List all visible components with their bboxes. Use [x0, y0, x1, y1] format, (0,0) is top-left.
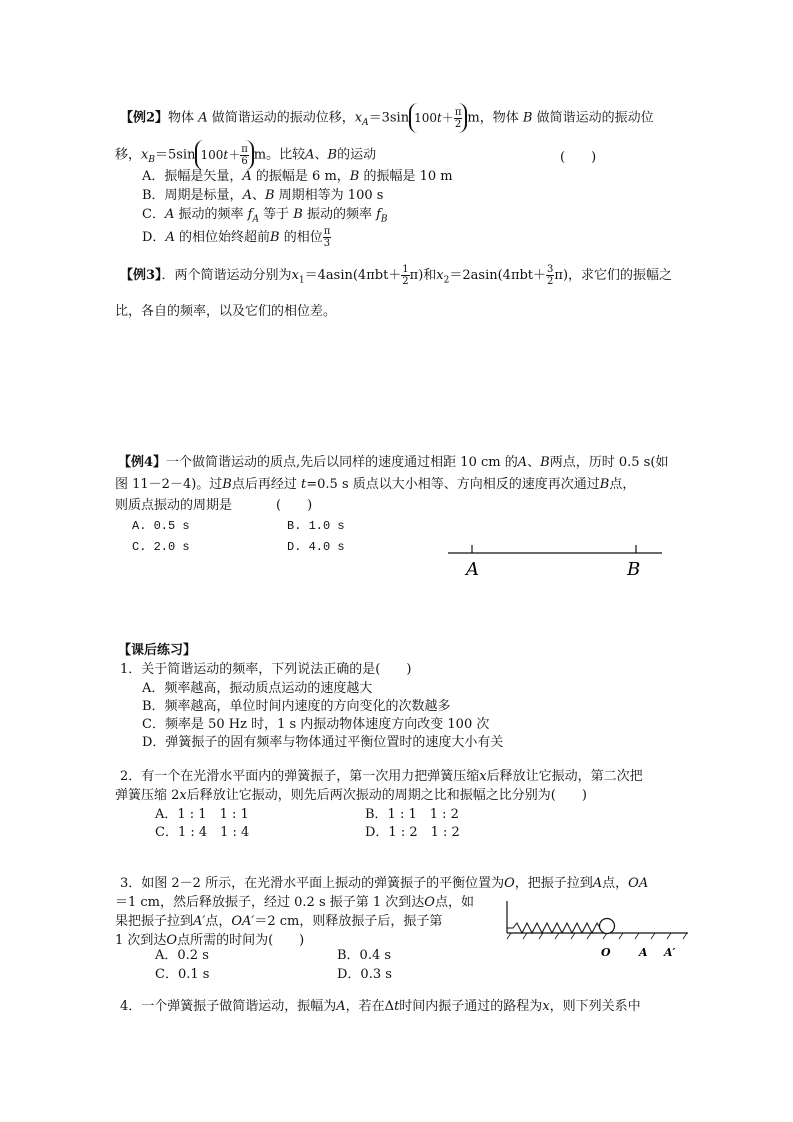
- q2-option-d: D．1 : 2 1 : 2: [365, 825, 460, 840]
- example-2-option-a: A．振幅是矢量，A 的振幅是 6 m，B 的振幅是 10 m: [142, 169, 453, 184]
- spring: [507, 923, 600, 933]
- example-2-option-d: D．A 的相位始终超前B 的相位 $\frac{\pi}{3}$: [142, 226, 331, 249]
- example-2-option-b: B．周期是标量，A、B 周期相等为 100 s: [142, 188, 384, 203]
- example-2-bracket: ( ): [560, 150, 597, 165]
- q3-line-4: 1 次到达O点所需的时间为( ): [115, 933, 305, 948]
- q3-option-d: D．0.3 s: [337, 967, 392, 982]
- point-a-label: A: [639, 946, 648, 959]
- point-a-label: A: [466, 559, 479, 580]
- q3-option-a: A．0.2 s: [155, 948, 209, 963]
- example-4-option-a: A. 0.5 s: [132, 519, 190, 533]
- example-4-line-2: 图 11－2－4)。过B点后再经过 t=0.5 s 质点以大小相等、方向相反的速度再次通过B点，: [115, 477, 636, 492]
- q3-option-b: B．0.4 s: [337, 948, 392, 963]
- paren-expression-2: 100t＋ $\frac{\pi}{6}$: [195, 140, 253, 170]
- point-o-label: O: [601, 946, 611, 959]
- paren-expression-1: 100t＋ $\frac{\pi}{2}$: [409, 103, 467, 133]
- q1-option-d: D．弹簧振子的固有频率与物体通过平衡位置时的速度大小有关: [142, 735, 504, 750]
- example-4-option-c: C. 2.0 s: [132, 540, 190, 554]
- q2-line-1: 2．有一个在光滑水平面内的弹簧振子，第一次用力把弹簧压缩x后释放让它振动，第二次把: [120, 769, 643, 784]
- example-3-line-1: 【例3】．两个简谐运动分别为$x_1=4asin(4\pi bt+$ $\frac{1}{2}$ π)和$x_2=2asin(4\pi bt+$ $\frac{3}{2}$ π)，求它们的振幅之: [120, 264, 673, 287]
- q3-option-c: C．0.1 s: [155, 967, 210, 982]
- q1-option-b: B．频率越高，单位时间内速度的方向变化的次数越多: [142, 699, 451, 714]
- example-4-label: 【例4】: [118, 455, 167, 470]
- q2-option-a: A．1 : 1 1 : 1: [155, 807, 249, 822]
- q3-line-1: 3．如图 2－2 所示，在光滑水平面上振动的弹簧振子的平衡位置为O，把振子拉到A点，OA: [120, 876, 649, 891]
- q3-spring-figure: [493, 895, 693, 963]
- q1-stem: 1．关于简谐运动的频率，下列说法正确的是( ): [120, 662, 412, 677]
- example-2-option-c: C．A 振动的频率 $f_A$ 等于 B 振动的频率 $f_B$: [142, 207, 388, 225]
- oscillator-ball: [600, 919, 615, 934]
- example-4-figure: [440, 535, 670, 585]
- example-3-label: 【例3】: [120, 268, 162, 283]
- example-4-line-1: 【例4】一个做简谐运动的质点,先后以同样的速度通过相距 10 cm 的A、B两点，历时 0.5 s(如: [118, 455, 669, 470]
- homework-title: 【课后练习】: [118, 643, 197, 658]
- example-2-line-2: 移，$x_B=5\sin$ 100t＋ $\frac{\pi}{6}$ m。比较A、B的运动: [115, 140, 376, 170]
- example-2-line-1: 【例2】物体 A 做简谐运动的振动位移，$x_A=3\sin$ 100t＋ $\frac{\pi}{2}$ m，物体 B 做简谐运动的振动位: [120, 103, 654, 133]
- example-4-option-b: B. 1.0 s: [287, 519, 345, 533]
- q2-line-2: 弹簧压缩 2x后释放让它振动，则先后两次振动的周期之比和振幅之比分别为( ): [115, 788, 587, 803]
- q4-line-1: 4．一个弹簧振子做简谐运动，振幅为A，若在Δt时间内振子通过的路程为x，则下列关系中: [120, 999, 641, 1014]
- q1-option-c: C．频率是 50 Hz 时，1 s 内振动物体速度方向改变 100 次: [142, 717, 490, 732]
- point-b-label: B: [627, 559, 641, 580]
- floor-hatching: [507, 933, 687, 939]
- point-a-prime-label: A′: [664, 946, 676, 959]
- q3-line-2: ＝1 cm，然后释放振子，经过 0.2 s 振子第 1 次到达O点，如: [115, 895, 474, 910]
- example-4-option-d: D. 4.0 s: [287, 540, 345, 554]
- example-4-line-3: 则质点振动的周期是 ( ): [115, 498, 313, 513]
- q2-option-b: B．1 : 1 1 : 2: [365, 807, 459, 822]
- q1-option-a: A．频率越高，振动质点运动的速度越大: [142, 681, 373, 696]
- q3-line-3: 果把振子拉到A′点，OA′＝2 cm，则释放振子后，振子第: [115, 914, 443, 929]
- example-2-label: 【例2】: [120, 110, 169, 126]
- q2-option-c: C．1 : 4 1 : 4: [155, 825, 250, 840]
- example-3-line-2: 比，各自的频率，以及它们的相位差。: [115, 304, 337, 319]
